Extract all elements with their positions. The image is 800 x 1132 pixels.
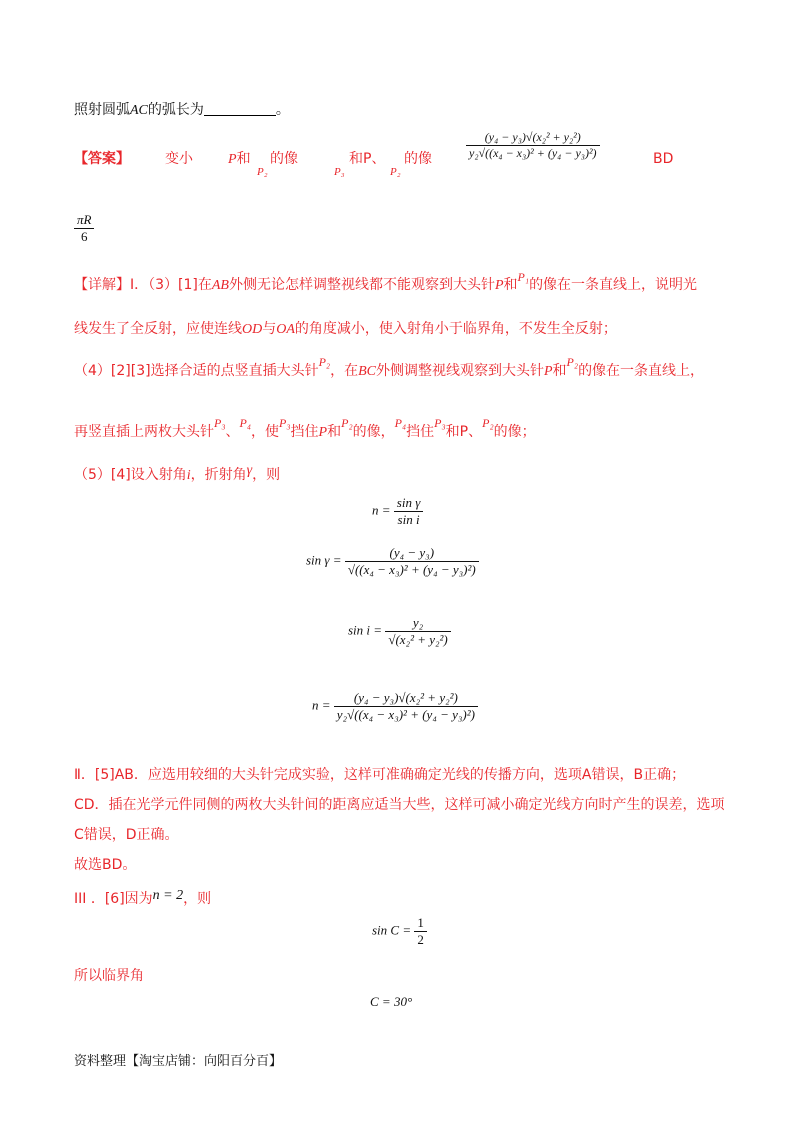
detail-4d: 的像， bbox=[352, 424, 395, 440]
detail-5-gamma: γ bbox=[246, 463, 253, 478]
formula-2 bbox=[306, 545, 479, 578]
detail-1a: 【详解】Ⅰ．（3）[1]在 bbox=[74, 277, 212, 293]
detail-line-4 bbox=[74, 416, 536, 442]
answer-2 bbox=[228, 150, 251, 169]
detail-3-P2: P₂ bbox=[318, 355, 331, 369]
detail-2-OD: OD bbox=[242, 322, 263, 337]
formula-5-den: 2 bbox=[417, 932, 424, 947]
detail-4-P4b: P₄ bbox=[394, 416, 407, 430]
formula-6: C = 30° bbox=[370, 994, 413, 1009]
part2-line-2: CD．插在光学元件同侧的两枚大头针间的距离应适当大些，这样可减小确定光线方向时产生的误差，选项 bbox=[74, 797, 725, 813]
part3-1a: III ．[6]因为 bbox=[74, 891, 153, 907]
detail-3b: ，在 bbox=[330, 363, 359, 379]
detail-3c: 外侧调整视线观察到大头针 bbox=[375, 363, 544, 379]
answer-2-he: 和 bbox=[236, 151, 251, 167]
formula-5 bbox=[372, 915, 427, 948]
detail-1-AB: AB bbox=[211, 278, 229, 293]
part2-line-3: C错误，D正确。 bbox=[74, 827, 179, 843]
part3-line-2: 所以临界角 bbox=[74, 968, 144, 984]
answer-4-den: y₂√((x₄ − x₃)² + (y₄ − y₃)²) bbox=[469, 146, 597, 160]
detail-4-P2c: P₂ bbox=[482, 416, 494, 430]
formula-4-num: (y₄ − y₃)√(x₂² + y₂²) bbox=[353, 690, 458, 705]
answer-3-de: 的像 bbox=[404, 151, 432, 167]
intro-end: 。 bbox=[275, 102, 290, 118]
answer-3-P3: P₃ bbox=[334, 166, 345, 178]
formula-5-lhs: sin C = bbox=[372, 922, 412, 938]
detail-3d: 的像在一条直线上， bbox=[578, 363, 705, 379]
formula-4-den: y₂√((x₄ − x₃)² + (y₄ − y₃)²) bbox=[336, 707, 475, 722]
page-footer: 资料整理【淘宝店铺：向阳百分百】 bbox=[74, 1054, 283, 1069]
answer-3-P2: P₂ bbox=[390, 166, 401, 178]
detail-line-3 bbox=[74, 355, 705, 381]
detail-line-2 bbox=[74, 320, 617, 339]
detail-4g: 的像； bbox=[493, 424, 536, 440]
detail-3-he: 和 bbox=[552, 363, 567, 379]
answer-1: 变小 bbox=[165, 151, 193, 167]
formula-4-lhs: n = bbox=[312, 697, 331, 713]
detail-4-P4: P₄ bbox=[239, 416, 252, 430]
detail-4b: ，使 bbox=[251, 424, 280, 440]
part2-line-1: Ⅱ．[5]AB．应选用较细的大头针完成实验，这样可准确确定光线的传播方向，选项A错误，B正确； bbox=[74, 767, 686, 783]
detail-3-P2b: P₂ bbox=[566, 355, 579, 369]
detail-4-he: 和 bbox=[327, 424, 342, 440]
answer-4-fraction bbox=[466, 130, 600, 161]
answer-tag: 【答案】 bbox=[74, 151, 130, 167]
formula-3-den: √(x₂² + y₂²) bbox=[388, 632, 448, 647]
answer-6-fraction bbox=[74, 212, 94, 245]
detail-4-P3c: P₃ bbox=[434, 416, 446, 430]
part3-1b: ，则 bbox=[183, 891, 212, 907]
formula-2-den: √((x₄ − x₃)² + (y₄ − y₃)²) bbox=[347, 562, 476, 577]
formula-2-num: (y₄ − y₃) bbox=[389, 545, 435, 560]
answer-5: BD bbox=[653, 151, 674, 167]
detail-4c: 挡住 bbox=[290, 424, 319, 440]
intro-arc: AC bbox=[130, 103, 148, 118]
detail-4e: 挡住 bbox=[406, 424, 435, 440]
detail-4-P: P bbox=[318, 425, 328, 440]
formula-3-num: y₂ bbox=[412, 615, 424, 630]
answer-6-den: 6 bbox=[80, 229, 88, 244]
answer-2-P: P bbox=[228, 152, 237, 167]
part2-line-4: 故选BD。 bbox=[74, 857, 137, 873]
detail-4f: 和P、 bbox=[445, 424, 483, 440]
formula-3 bbox=[348, 615, 451, 648]
detail-1b: 外侧无论怎样调整视线都不能观察到大头针 bbox=[228, 277, 495, 293]
intro-suffix: 的弧长为 bbox=[147, 102, 204, 118]
formula-2-lhs: sin γ = bbox=[306, 552, 342, 568]
formula-1-den: sin i bbox=[397, 512, 420, 527]
detail-5-i: i bbox=[186, 468, 191, 483]
detail-1c: 的像在一条直线上，说明光 bbox=[529, 277, 698, 293]
detail-4-P3b: P₃ bbox=[279, 416, 291, 430]
detail-4-P3: P₃ bbox=[214, 416, 226, 430]
answer-3-mid-text: 和P、 bbox=[349, 151, 386, 167]
answer-blank bbox=[204, 101, 276, 116]
detail-2a: 线发生了全反射，应使连线 bbox=[74, 321, 242, 337]
formula-5-num: 1 bbox=[417, 915, 424, 930]
answer-6-num: πR bbox=[77, 212, 92, 227]
detail-4-P2: P₂ bbox=[341, 416, 353, 430]
detail-3-BC: BC bbox=[358, 364, 376, 379]
formula-1 bbox=[372, 495, 423, 528]
formula-3-lhs: sin i = bbox=[348, 622, 383, 638]
detail-2-yu: 与 bbox=[262, 321, 277, 337]
detail-5a: （5）[4]设入射角 bbox=[74, 467, 187, 483]
detail-line-5 bbox=[74, 463, 281, 485]
answer-3-mid bbox=[349, 150, 385, 168]
formula-1-lhs: n = bbox=[372, 502, 391, 518]
detail-4a: 再竖直插上两枚大头针 bbox=[74, 424, 214, 440]
detail-2b: 的角度减小，使入射角小于临界角，不发生全反射； bbox=[294, 321, 617, 337]
detail-4-dun: 、 bbox=[225, 424, 240, 440]
detail-3a: （4）[2][3]选择合适的点竖直插大头针 bbox=[74, 363, 319, 379]
formula-4 bbox=[312, 690, 478, 723]
part3-1-eq: n = 2 bbox=[152, 888, 184, 903]
detail-line-1 bbox=[74, 270, 698, 295]
intro-line bbox=[74, 101, 290, 120]
answer-2-de: 的像 bbox=[270, 151, 298, 167]
answer-2-sub: P₂ bbox=[257, 166, 268, 178]
detail-2-OA: OA bbox=[276, 322, 295, 337]
detail-3-P: P bbox=[543, 364, 553, 379]
detail-1-he: 和 bbox=[503, 277, 518, 293]
answer-4-num: (y₄ − y₃)√(x₂² + y₂²) bbox=[484, 130, 581, 144]
detail-1-P1: P₁ bbox=[517, 270, 530, 284]
detail-1-P: P bbox=[494, 278, 504, 293]
detail-5b: ，折射角 bbox=[190, 467, 247, 483]
part3-line-1 bbox=[74, 890, 211, 909]
intro-prefix: 照射圆弧 bbox=[74, 102, 130, 118]
formula-1-num: sin γ bbox=[396, 495, 421, 510]
detail-5c: ，则 bbox=[252, 467, 281, 483]
